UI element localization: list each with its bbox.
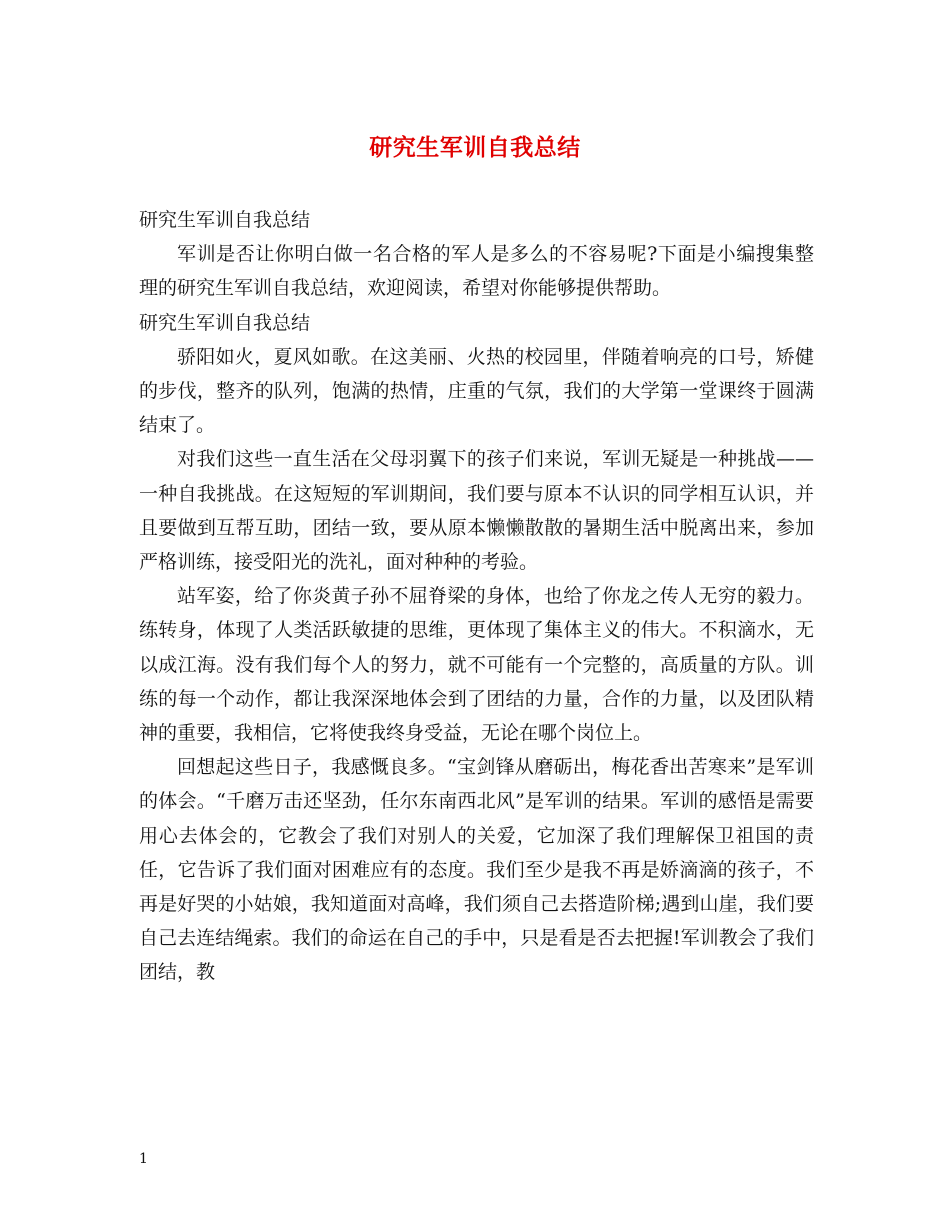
paragraph: 回想起这些日子，我感慨良多。“宝剑锋从磨砺出，梅花香出苦寒来”是军训的体会。“千磨万击还坚劲，任尔东南西北风”是军训的结果。军训的感悟是需要用心去体会的，它教会了我们对别人的关爱，它加深了我们理解保卫祖国的责任，它告诉了我们面对困难应有的态度。我们至少是我不再是娇滴滴的孩子，不再是好哭的小姑娘，我知道面对高峰，我们须自己去搭造阶梯;遇到山崖，我们要自己去连结绳索。我们的命运在自己的手中，只是看是否去把握!军训教会了我们团结，教 — [139, 756, 814, 984]
paragraph: 研究生军训自我总结 — [139, 209, 311, 231]
paragraph: 站军姿，给了你炎黄子孙不屈脊梁的身体，也给了你龙之传人无穷的毅力。练转身，体现了人类活跃敏捷的思维，更体现了集体主义的伟大。不积滴水，无以成江海。没有我们每个人的努力，就不可能有一个完整的，高质量的方队。训练的每一个动作，都让我深深地体会到了团结的力量，合作的力量，以及团队精神的重要，我相信，它将使我终身受益，无论在哪个岗位上。 — [139, 585, 814, 745]
page-number: 1 — [139, 1151, 148, 1167]
paragraph: 军训是否让你明白做一名合格的军人是多么的不容易呢?下面是小编搜集整理的研究生军训自我总结，欢迎阅读，希望对你能够提供帮助。 — [139, 243, 814, 300]
paragraph: 对我们这些一直生活在父母羽翼下的孩子们来说，军训无疑是一种挑战——一种自我挑战。在这短短的军训期间，我们要与原本不认识的同学相互认识，并且要做到互帮互助，团结一致，要从原本懒懒散散的暑期生活中脱离出来，参加严格训练，接受阳光的洗礼，面对种种的考验。 — [139, 448, 814, 574]
document-body — [139, 203, 814, 990]
paragraph: 骄阳如火，夏风如歌。在这美丽、火热的校园里，伴随着响亮的口号，矫健的步伐，整齐的队列，饱满的热情，庄重的气氛，我们的大学第一堂课终于圆满结束了。 — [139, 345, 814, 437]
document-title: 研究生军训自我总结 — [369, 134, 581, 161]
paragraph: 研究生军训自我总结 — [139, 311, 311, 334]
